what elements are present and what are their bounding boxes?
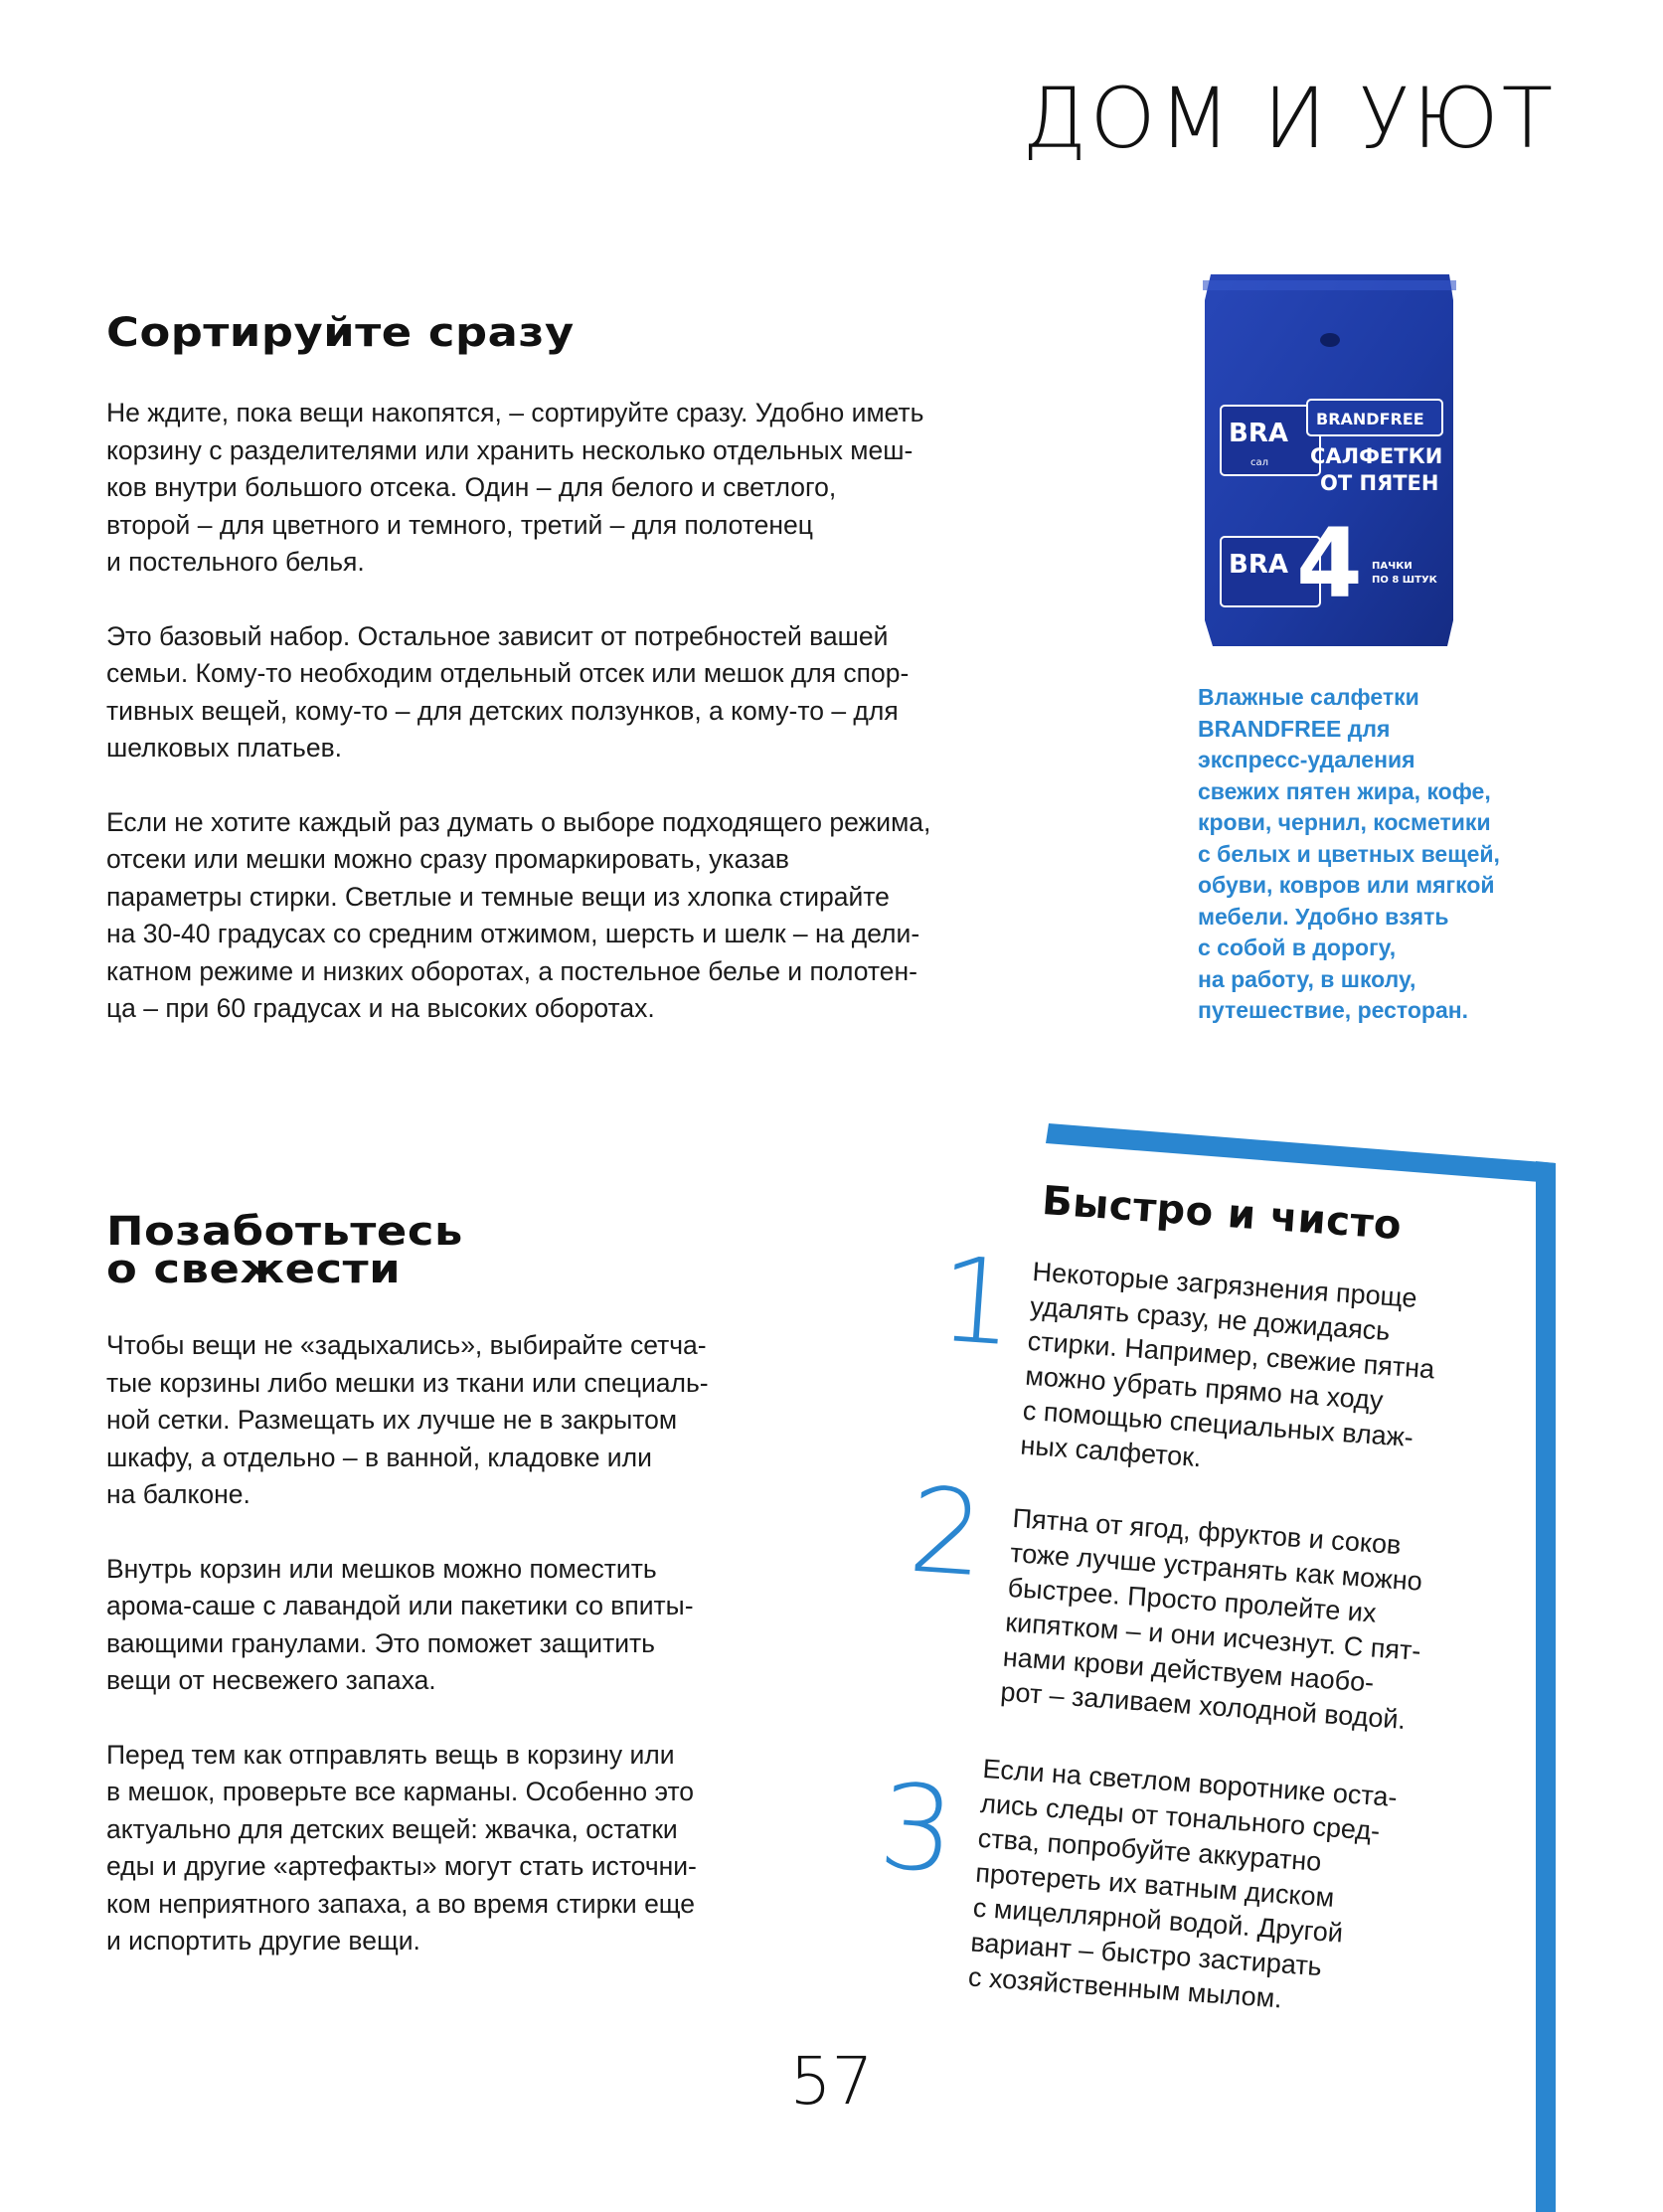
paragraph: Чтобы вещи не «задыхались», выбирайте сетча- тые корзины либо мешки из ткани или специаль- ной сетки. Размещать их лучше не в закрытом шкафу, а отдельно – в ванной, кладовке или на балконе.: [106, 1330, 709, 1509]
pack-count-line2: ПО 8 ШТУК: [1372, 575, 1437, 586]
heading-line: о свежести: [106, 1247, 402, 1292]
pack-count: 4: [1296, 508, 1363, 619]
tip-text-1: Некоторые загрязнения проще удалять сразу, не дожидаясь стирки. Например, свежие пятна можно убрать прямо на ходу с помощью специальных влаж- ных салфеток.: [1019, 1256, 1436, 1473]
tip-number-1: 1: [934, 1230, 1019, 1373]
quick-tips-title: Быстро и чисто: [1040, 1178, 1404, 1250]
heading-line: Позаботьтесь: [106, 1209, 463, 1255]
paragraph: Если не хотите каждый раз думать о выборе подходящего режима, отсеки или мешки можно сразу промаркировать, указав параметры стирки. Светлые и темные вещи из хлопка стирайте на 30-40 градусах со средним отжимом, шерсть и шелк – на дели- катном режиме и низких оборотах, а постельное белье и полотен- ца – при 60 градусах и на высоких оборотах.: [106, 806, 931, 1023]
page-number: 57: [789, 2043, 874, 2120]
paragraph: Это базовый набор. Остальное зависит от потребностей вашей семьи. Кому-то необходим отдельный отсек или мешок для спор- тивных вещей, кому-то – для детских ползунков, а кому-то – для шелковых платьев.: [106, 620, 910, 763]
pack-count-line1: ПАЧКИ: [1372, 561, 1413, 572]
section-sort-body: [106, 395, 1061, 1065]
product-caption: Влажные салфетки BRANDFREE для экспресс-удаления свежих пятен жира, кофе, крови, чернил, косметики с белых и цветных вещей, обуви, ковров или мягкой мебели. Удобно взять с собой в дорогу, на работу, в школу, путешествие, ресторан.: [1198, 684, 1500, 1023]
heading-freshness: [106, 1209, 463, 1292]
back-pack-label: BRA: [1229, 419, 1288, 448]
pack-brand: BRANDFREE: [1316, 410, 1424, 428]
tip-text-3: Если на светлом воротнике оста- лись следы от тонального сред- ства, попробуйте аккуратно протереть их ватным диском с мицеллярной водой. Другой вариант – быстро застирать с хозяйственным мылом.: [967, 1753, 1399, 2014]
page-section-title: ДОМ И УЮТ: [1022, 70, 1556, 167]
paragraph: Перед тем как отправлять вещь в корзину или в мешок, проверьте все карманы. Особенно это актуально для детских вещей: жвачка, остатки еды и другие «артефакты» могут стать источни- ком неприятного запаха, а во время стирки еще и испортить другие вещи.: [106, 1739, 697, 1956]
tip-number-3: 3: [875, 1757, 959, 1900]
pack-name-line2: ОТ ПЯТЕН: [1320, 471, 1439, 495]
pack-name-line1: САЛФЕТКИ: [1310, 444, 1443, 468]
tip-text-2: Пятна от ягод, фруктов и соков тоже лучше устранять как можно быстрее. Просто пролейте их кипятком – и они исчезнут. С пят- нами крови действуем наобо- рот – заливаем холодной водой.: [999, 1502, 1423, 1735]
back-pack-label-2: BRA: [1229, 550, 1288, 580]
wet-wipes-pack-image: [1193, 270, 1466, 650]
paragraph: Не ждите, пока вещи накопятся, – сортируйте сразу. Удобно иметь корзину с разделителями или хранить несколько отдельных меш- ков внутри большого отсека. Один – для белого и светлого, второй – для цветного и темного, третий – для полотенец и постельного белья.: [106, 398, 924, 577]
heading-sort-immediately: Сортируйте сразу: [106, 310, 575, 356]
paragraph: Внутрь корзин или мешков можно поместить арома-саше с лавандой или пакетики со впиты- вающими гранулами. Это поможет защитить вещи от несвежего запаха.: [106, 1553, 694, 1695]
back-pack-sub: сал: [1250, 457, 1269, 468]
tip-number-2: 2: [905, 1460, 989, 1604]
section-freshness-body: [106, 1327, 822, 1997]
